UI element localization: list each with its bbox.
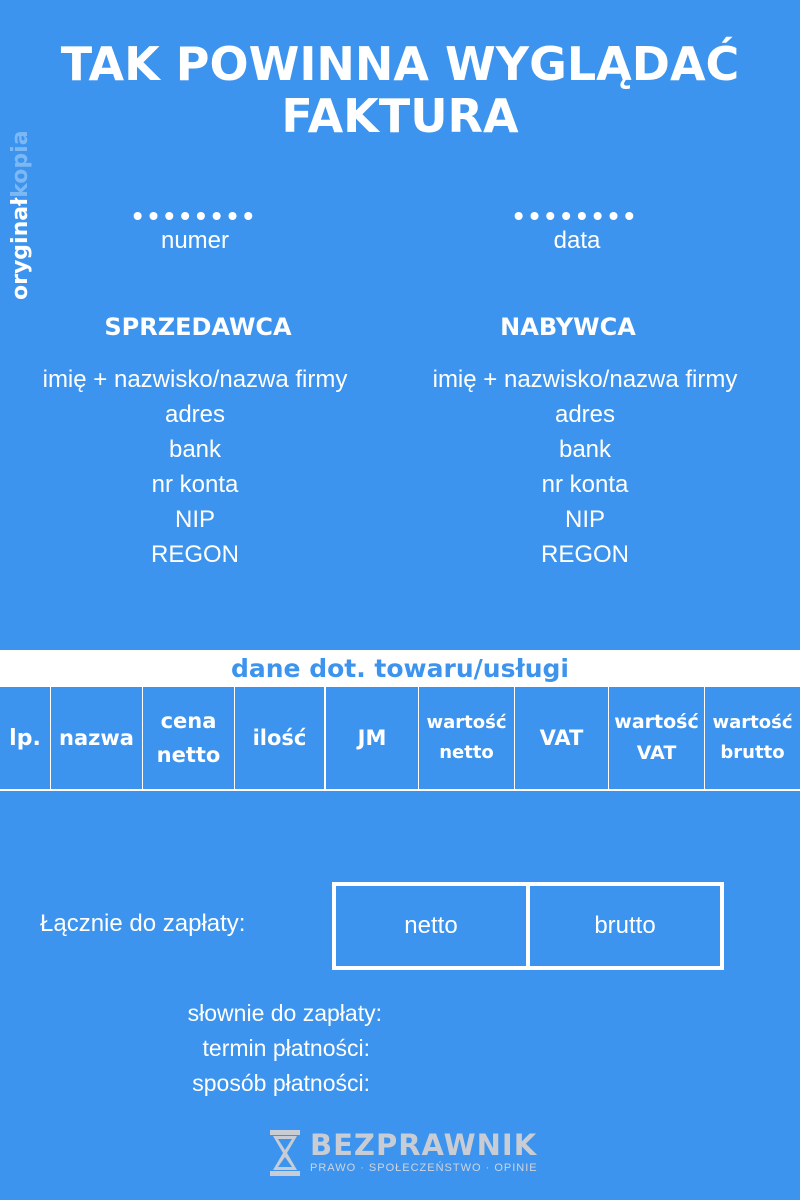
col-net-price — [142, 687, 234, 789]
col-unit: JM — [324, 687, 418, 789]
copy-label: kopia — [8, 130, 33, 198]
seller-heading: SPRZEDAWCA — [104, 313, 292, 341]
seller-regon: REGON — [150, 541, 239, 568]
buyer-heading: NABYWCA — [500, 313, 636, 341]
col-net-value — [418, 687, 514, 789]
buyer-name: imię + nazwisko/nazwa firmy — [432, 366, 738, 393]
col-vat-value — [608, 687, 704, 789]
buyer-address: adres — [554, 401, 616, 428]
amount-in-words: słownie do zapłaty: — [187, 1000, 382, 1026]
col-net-price-text: cena netto — [156, 709, 221, 767]
buyer-bank: bank — [558, 436, 612, 463]
hourglass-icon — [268, 1130, 302, 1176]
totals-gross: brutto — [526, 886, 720, 966]
title-line-1: TAK POWINNA WYGLĄDAĆ — [60, 37, 740, 91]
seller-account: nr konta — [151, 471, 239, 498]
totals-label: Łącznie do zapłaty: — [40, 910, 246, 937]
col-vat-value-text: wartość VAT — [614, 711, 699, 764]
number-label: numer — [160, 227, 230, 254]
original-label: oryginał — [8, 197, 33, 300]
seller-details — [0, 362, 390, 572]
buyer-regon: REGON — [540, 541, 629, 568]
col-vat: VAT — [514, 687, 608, 789]
seller-name: imię + nazwisko/nazwa firmy — [42, 366, 348, 393]
date-label: data — [553, 227, 601, 254]
goods-table — [0, 685, 800, 791]
payment-deadline: termin płatności: — [202, 1035, 370, 1061]
brand-tagline: PRAWO · SPOŁECZEŃSTWO · OPINIE — [310, 1162, 538, 1174]
col-name: nazwa — [50, 687, 142, 789]
col-gross-value-text: wartość brutto — [712, 712, 793, 763]
title-line-2: FAKTURA — [281, 89, 519, 143]
goods-heading-band — [0, 650, 800, 685]
col-net-value-text: wartość netto — [426, 712, 507, 763]
seller-bank: bank — [168, 436, 222, 463]
totals-box — [332, 882, 724, 970]
seller-address: adres — [164, 401, 226, 428]
seller-nip: NIP — [174, 506, 215, 533]
payment-method: sposób płatności: — [192, 1070, 370, 1096]
date-dots: •••••••• — [513, 200, 641, 231]
brand-logo — [268, 1128, 558, 1178]
col-quantity: ilość — [234, 687, 324, 789]
buyer-nip: NIP — [564, 506, 605, 533]
number-dots: •••••••• — [132, 200, 260, 231]
payment-details — [0, 996, 530, 1101]
buyer-account: nr konta — [541, 471, 629, 498]
page-title — [0, 38, 800, 142]
buyer-details — [390, 362, 780, 572]
col-lp: lp. — [9, 725, 41, 751]
col-gross-value — [704, 687, 800, 789]
brand-name: BEZPRAWNIK — [310, 1128, 538, 1162]
goods-heading: dane dot. towaru/usługi — [230, 654, 569, 683]
totals-net: netto — [404, 912, 458, 939]
